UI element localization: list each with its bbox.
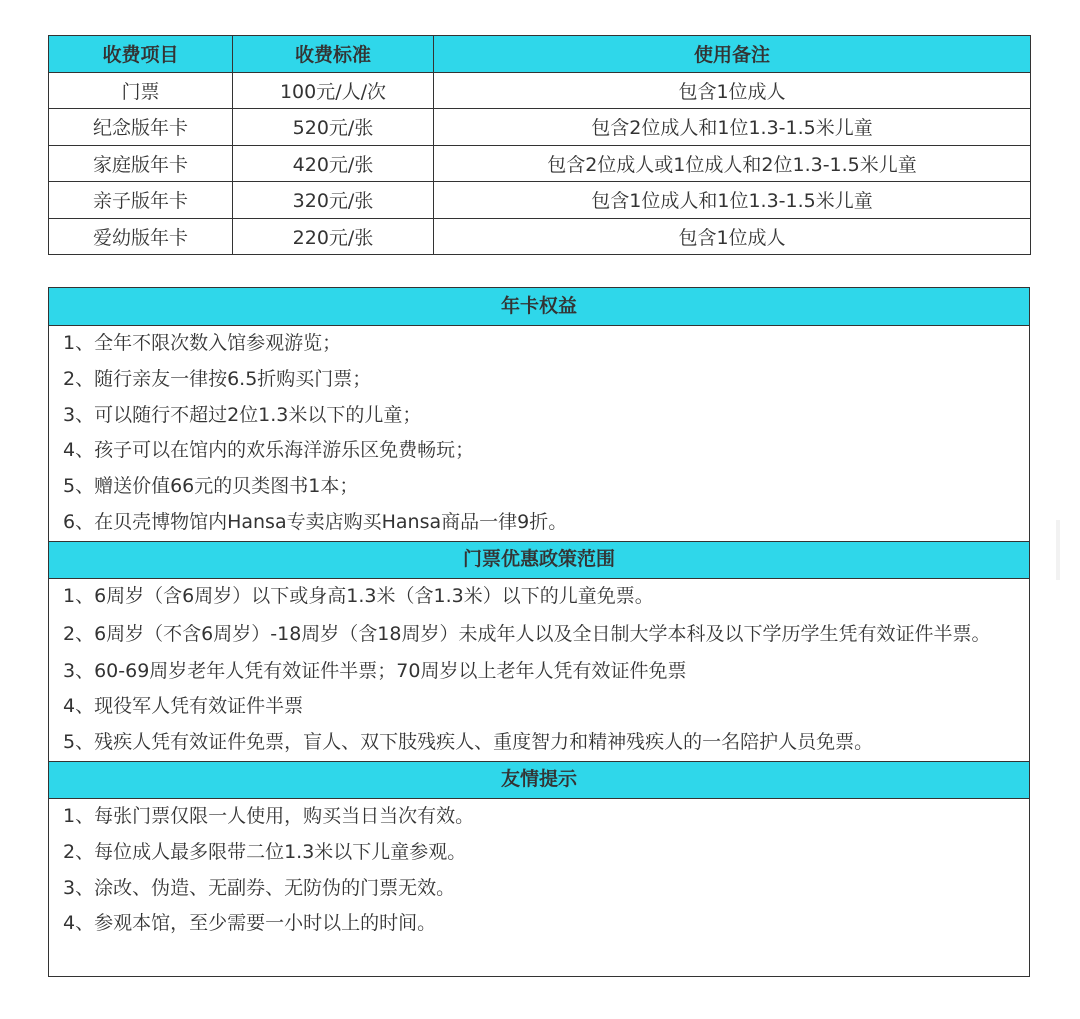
price-table xyxy=(48,35,1031,255)
table-row xyxy=(49,182,1031,219)
cell-item: 家庭版年卡 xyxy=(49,145,233,182)
header-price: 收费标准 xyxy=(233,36,434,73)
cell-item: 亲子版年卡 xyxy=(49,182,233,219)
list-item: 1、全年不限次数入馆参观游览； xyxy=(63,332,342,354)
section-body-discount xyxy=(49,579,1029,761)
list-item: 2、每位成人最多限带二位1.3米以下儿童参观。 xyxy=(63,840,467,863)
cell-notes: 包含1位成人 xyxy=(434,72,1031,109)
list-item: 6、在贝壳博物馆内Hansa专卖店购买Hansa商品一律9折。 xyxy=(63,510,568,533)
cell-price: 520元/张 xyxy=(233,109,434,146)
header-item: 收费项目 xyxy=(49,36,233,73)
cell-price: 220元/张 xyxy=(233,218,434,255)
cell-item: 爱幼版年卡 xyxy=(49,218,233,255)
list-item: 3、可以随行不超过2位1.3米以下的儿童； xyxy=(63,403,422,426)
header-notes: 使用备注 xyxy=(434,36,1031,73)
table-row xyxy=(49,218,1031,255)
section-header-annual: 年卡权益 xyxy=(49,288,1029,326)
section-body-tips xyxy=(49,799,1029,942)
cell-notes: 包含2位成人和1位1.3-1.5米儿童 xyxy=(434,109,1031,146)
section-header-tips: 友情提示 xyxy=(49,761,1029,799)
scrollbar-hint xyxy=(1056,520,1060,580)
section-body-annual xyxy=(49,326,1029,541)
list-item: 4、孩子可以在馆内的欢乐海洋游乐区免费畅玩； xyxy=(63,439,475,462)
list-item: 3、涂改、伪造、无副券、无防伪的门票无效。 xyxy=(63,876,456,899)
section-header-discount: 门票优惠政策范围 xyxy=(49,541,1029,579)
cell-notes: 包含1位成人和1位1.3-1.5米儿童 xyxy=(434,182,1031,219)
list-item: 4、参观本馆，至少需要一小时以上的时间。 xyxy=(63,912,437,935)
table-row xyxy=(49,72,1031,109)
cell-notes: 包含2位成人或1位成人和2位1.3-1.5米儿童 xyxy=(434,145,1031,182)
cell-price: 320元/张 xyxy=(233,182,434,219)
list-item: 1、6周岁（含6周岁）以下或身高1.3米（含1.3米）以下的儿童免票。 xyxy=(63,584,654,607)
price-table-header-row xyxy=(49,36,1031,73)
cell-notes: 包含1位成人 xyxy=(434,218,1031,255)
list-item: 1、每张门票仅限一人使用，购买当日当次有效。 xyxy=(63,804,475,827)
list-item: 2、随行亲友一律按6.5折购买门票； xyxy=(63,367,372,390)
info-panel xyxy=(48,287,1030,977)
table-row xyxy=(49,109,1031,146)
cell-item: 纪念版年卡 xyxy=(49,109,233,146)
cell-price: 100元/人/次 xyxy=(233,72,434,109)
list-item: 2、6周岁（不含6周岁）-18周岁（含18周岁）未成年人以及全日制大学本科及以下学历学生凭有效证件半票。 xyxy=(63,622,991,645)
list-item: 3、60-69周岁老年人凭有效证件半票；70周岁以上老年人凭有效证件免票 xyxy=(63,659,687,682)
cell-price: 420元/张 xyxy=(233,145,434,182)
list-item: 5、赠送价值66元的贝类图书1本； xyxy=(63,475,359,498)
list-item: 4、现役军人凭有效证件半票 xyxy=(63,695,304,718)
list-item: 5、残疾人凭有效证件免票，盲人、双下肢残疾人、重度智力和精神残疾人的一名陪护人员免票。 xyxy=(63,731,874,754)
cell-item: 门票 xyxy=(49,72,233,109)
table-row xyxy=(49,145,1031,182)
